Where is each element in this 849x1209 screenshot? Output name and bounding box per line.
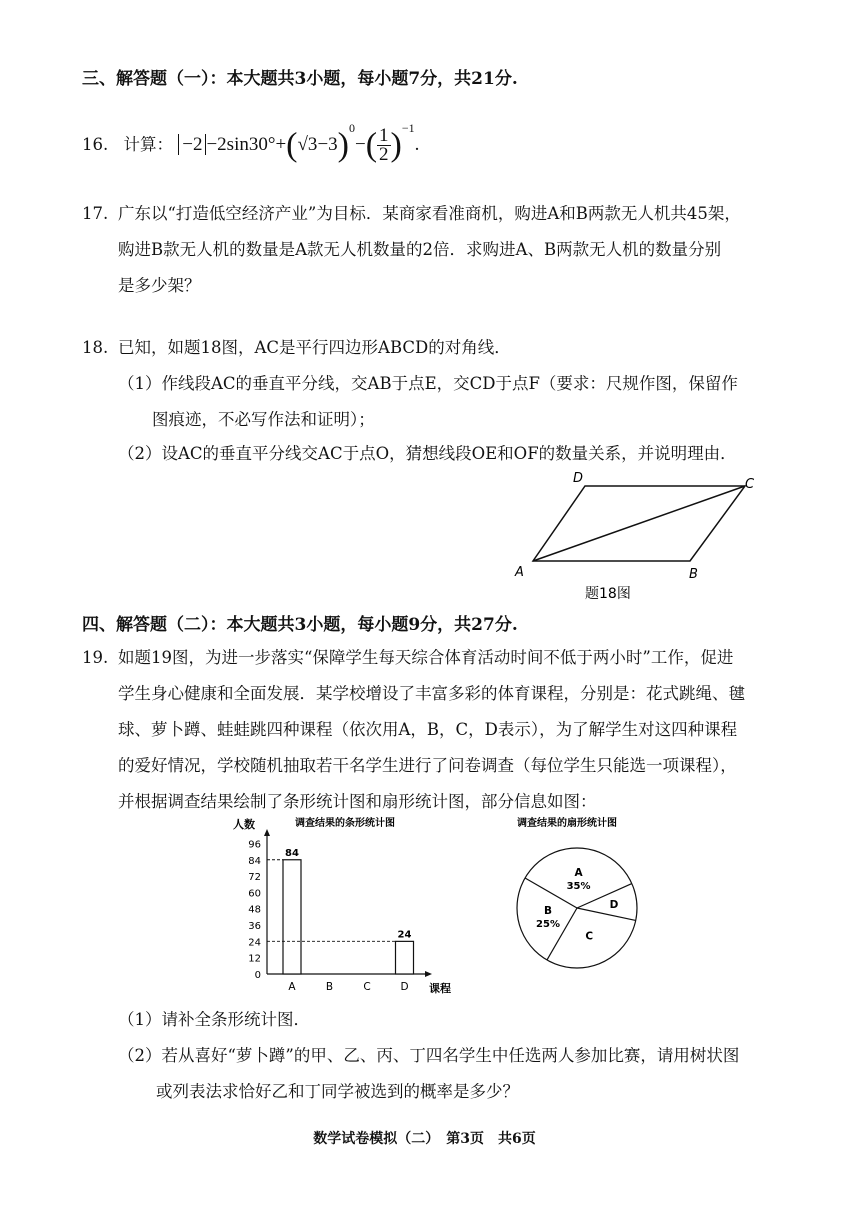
question-18-number: 18. <box>82 338 109 357</box>
y-tick-label: 36 <box>248 921 261 933</box>
y-tick-label: 48 <box>248 904 261 916</box>
vertex-label-d: D <box>573 471 584 486</box>
vertex-label-a: A <box>515 565 524 580</box>
x-tick-label: B <box>325 981 334 993</box>
fraction-denominator: 2 <box>379 144 389 166</box>
y-tick-label: 0 <box>254 970 261 981</box>
question-17-number: 17. <box>82 204 109 223</box>
question-17-text <box>118 196 818 304</box>
x-tick-label: D <box>400 981 409 993</box>
math-term: −3 <box>317 134 338 155</box>
question-18-text: 已知，如题18图，AC是平行四边形ABCD的对角线． <box>118 338 511 357</box>
pie-slice-percent: 35% <box>566 881 591 893</box>
pie-slice-label: C <box>585 930 594 943</box>
question-19-sub1: （1）请补全条形统计图． <box>118 1010 310 1029</box>
math-term: − <box>354 134 366 155</box>
x-axis-arrow <box>425 971 432 977</box>
absolute-value: −2 <box>178 134 206 155</box>
y-tick-label: 24 <box>248 937 261 949</box>
y-tick-label: 96 <box>248 839 261 851</box>
y-tick-label: 12 <box>248 953 261 965</box>
vertex-label-b: B <box>689 567 698 582</box>
question-18-sub1 <box>118 366 818 438</box>
question-18-sub2: （2）设AC的垂直平分线交AC于点O，猜想线段OE和OF的数量关系，并说明理由． <box>118 444 737 463</box>
x-tick-label: A <box>288 981 296 993</box>
text-line: 广东以“打造低空经济产业”为目标．某商家看准商机，购进A和B两款无人机共45架， <box>118 204 741 223</box>
pie-chart <box>505 812 655 982</box>
figure-18 <box>505 468 775 608</box>
page-footer: 数学试卷模拟（二） 第3页 共6页 <box>313 1131 536 1147</box>
y-tick-label: 60 <box>248 888 261 900</box>
x-axis-label: 课程 <box>429 982 451 995</box>
y-axis-label: 人数 <box>233 818 255 831</box>
text-line: 购进B款无人机的数量是A款无人机数量的2倍．求购进A、B两款无人机的数量分别 <box>118 240 722 259</box>
text-line: 学生身心健康和全面发展．某学校增设了丰富多彩的体育课程，分别是：花式跳绳、毽 <box>118 684 745 703</box>
exponent: 0 <box>348 121 355 135</box>
x-tick-label: C <box>363 981 371 993</box>
vertex-label-c: C <box>745 477 755 492</box>
pie-slice-percent: 25% <box>536 918 560 930</box>
text-line: 是多少架？ <box>118 276 201 295</box>
data-label: 24 <box>397 929 412 941</box>
text-line: 如题19图，为进一步落实“保障学生每天综合体育活动时间不低于两小时”工作，促进 <box>118 648 734 667</box>
y-tick-label: 72 <box>248 872 261 884</box>
section-3-title: 三、解答题（一）：本大题共3小题，每小题7分，共21分. <box>82 69 518 89</box>
question-19-number: 19. <box>82 648 109 667</box>
bar-chart <box>225 812 465 1002</box>
text-line: （2）若从喜好“萝卜蹲”的甲、乙、丙、丁四名学生中任选两人参加比赛，请用树状图 <box>118 1046 740 1065</box>
data-label: 84 <box>285 847 299 859</box>
y-axis-arrow <box>264 829 270 836</box>
pie-slice-label: D <box>609 899 619 912</box>
figure-caption: 题18图 <box>585 586 631 602</box>
chart-title: 调查结果的条形统计图 <box>295 818 395 829</box>
question-19-text <box>118 640 818 820</box>
y-tick-label: 84 <box>248 855 261 867</box>
fraction-numerator: 1 <box>379 125 389 147</box>
section-4-title: 四、解答题（二）：本大题共3小题，每小题9分，共27分. <box>82 615 518 635</box>
question-prompt: 计算： <box>123 135 173 154</box>
question-number: 16. <box>82 135 109 154</box>
bar <box>283 860 301 974</box>
text-line: 的爱好情况，学校随机抽取若干名学生进行了问卷调查（每位学生只能选一项课程）， <box>118 756 737 775</box>
diagonal-ac <box>533 486 745 561</box>
math-expression: $-2 -2\sin 30^\circ+(√3-3)^0-$( $\frac{1}{2}$ )$^{-1}$. <box>178 134 419 155</box>
chart-title: 调查结果的扇形统计图 <box>517 818 617 829</box>
text-line: 并根据调查结果绘制了条形统计图和扇形统计图，部分信息如图： <box>118 792 597 811</box>
math-term: √3 <box>297 134 318 155</box>
exponent: −1 <box>401 121 415 135</box>
text-line: 图痕迹，不必写作法和证明）； <box>152 410 375 429</box>
fraction <box>377 127 391 164</box>
math-term: −2sin30°+ <box>206 134 287 155</box>
text-line: （1）作线段AC的垂直平分线，交AB于点E，交CD于点F（要求：尺规作图，保留作 <box>118 374 738 393</box>
question-16 <box>82 110 419 164</box>
text-line: 或列表法求恰好乙和丁同学被选到的概率是多少？ <box>156 1082 519 1101</box>
math-term: . <box>414 134 420 155</box>
bar <box>396 941 414 974</box>
question-19-sub2 <box>118 1038 818 1110</box>
text-line: 球、萝卜蹲、蛙蛙跳四种课程（依次用A，B，C，D表示），为了解学生对这四种课程 <box>118 720 738 739</box>
pie-slice-label: A <box>574 867 583 880</box>
pie-slice-label: B <box>544 904 553 917</box>
